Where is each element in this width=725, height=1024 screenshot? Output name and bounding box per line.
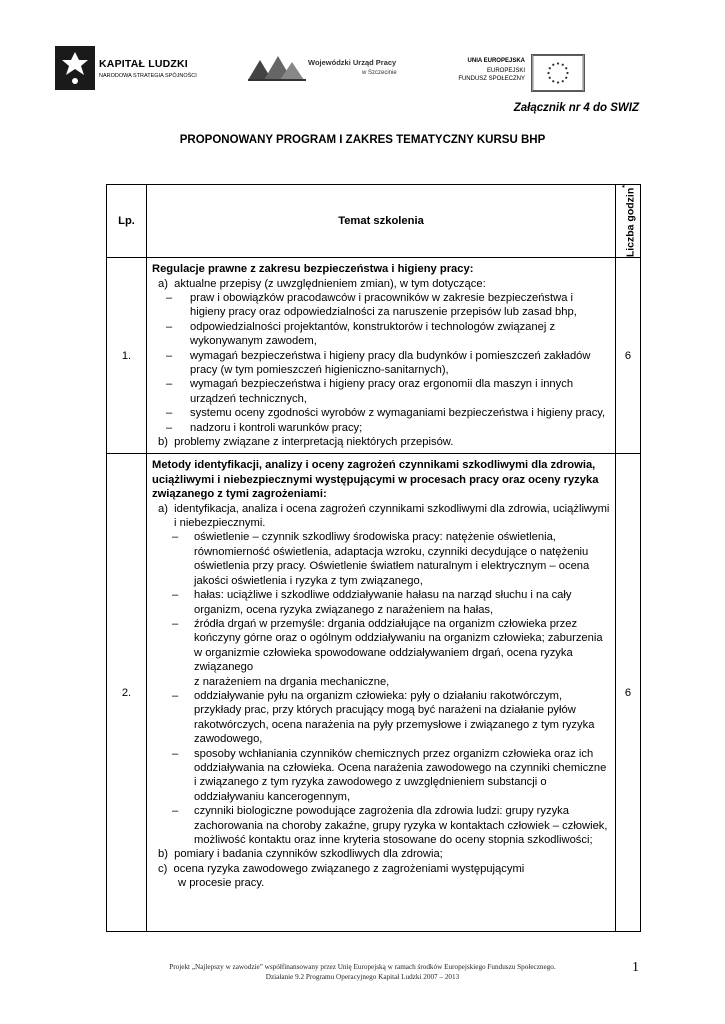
table-row <box>107 258 641 454</box>
list-item: czynniki biologiczne powodujące zagrożenia dla zdrowia ludzi: grupy ryzyka zachorowania na choroby zakaźne, grupy ryzyka w kontaktach człowiek – człowiek, możliwość kontaktu oraz inne kryteria stosowane do oceny stopnia szkodliwości; <box>194 805 608 846</box>
list-item: nadzoru i kontroli warunków pracy; <box>190 421 363 434</box>
wup-title: Wojewódzki Urząd Pracy <box>308 58 397 67</box>
dash-mark: – <box>172 531 179 544</box>
list-item: odpowiedzialności projektantów, konstruktorów i technologów związanej z wykonywanym zawodem, <box>190 320 556 348</box>
list-item: oddziaływanie pyłu na organizm człowieka: pyły o działaniu rakotwórczym, przykłady prac, przy których pracujący mogą być narażeni na działanie pyłów rakotwórczych, ocena narażenia na pyły przemysłowe i związanego z tym ryzyka zawodowego, <box>194 689 595 746</box>
footer-line1: Projekt „Najlepszy w zawodzie” współfinansowany przez Unię Europejską w ramach środków Europejskiego Funduszu Społecznego. <box>169 963 556 971</box>
dash-mark: – <box>166 320 173 333</box>
dash-mark: – <box>166 291 173 304</box>
list-item: systemu oceny zgodności wyrobów z wymaganiami bezpieczeństwa i higieny pracy, <box>190 407 606 420</box>
wup-subtitle: w Szczecinie <box>362 70 397 76</box>
table-header-row <box>107 185 641 258</box>
footer <box>0 962 725 982</box>
eu-line1: UNIA EUROPEJSKA <box>467 58 525 64</box>
row-hours: 6 <box>616 454 641 932</box>
list-item: wymagań bezpieczeństwa i higieny pracy oraz ergonomii dla maszyn i innych urządzeń technicznych, <box>190 378 574 405</box>
row-item-c-continuation: w procesie pracy. <box>178 877 265 890</box>
row-hours: 6 <box>616 258 641 454</box>
dash-mark: – <box>172 747 179 760</box>
kapital-ludzki-subtitle: NARODOWA STRATEGIA SPÓJNOŚCI <box>99 73 197 79</box>
row-topic <box>147 454 616 932</box>
kapital-ludzki-logo <box>55 46 215 92</box>
eu-line2: EUROPEJSKI <box>486 68 525 74</box>
list-item: praw i obowiązków pracodawców i pracowników w zakresie bezpieczeństwa i higieny pracy oraz odpowiedzialności za naruszenie przepisów lub zasad bhp, <box>190 291 577 319</box>
wup-logo <box>246 48 416 92</box>
kapital-ludzki-emblem-icon <box>55 46 95 90</box>
row-lp: 2. <box>107 454 147 932</box>
eu-logo <box>449 54 585 94</box>
row-item-a: a) identyfikacja, analiza i ocena zagrożeń czynnikami szkodliwymi dla zdrowia, uciążliwymi i niebezpiecznymi. <box>158 502 610 530</box>
document-title: PROPONOWANY PROGRAM I ZAKRES TEMATYCZNY KURSU BHP <box>179 134 546 146</box>
row-item-a: a) aktualne przepisy (z uwzględnieniem zmian), w tym dotyczące: <box>158 277 486 290</box>
dash-mark: – <box>172 689 179 702</box>
list-item: źródła drgań w przemyśle: drgania oddziałujące na organizm człowieka przez kończyny górne oraz o ogólnym oddziaływaniu na organizm człowieka; zaburzenia w organizmie człowieka spowodowane oddziaływaniem drgań, ocena ryzyka związanego <box>194 617 603 674</box>
dash-mark: – <box>166 349 173 362</box>
dash-mark: – <box>172 805 179 818</box>
row-item-c: c) ocena ryzyka zawodowego związanego z zagrożeniami występującymi <box>158 862 525 875</box>
row-topic <box>147 258 616 454</box>
dash-mark: – <box>166 378 173 391</box>
row-heading: Regulacje prawne z zakresu bezpieczeństwa i higieny pracy: <box>152 263 474 276</box>
list-item: wymagań bezpieczeństwa i higieny pracy dla budynków i pomieszczeń zakładów pracy (w tym pomieszczeń higieniczno-sanitarnych), <box>190 349 591 376</box>
list-item: hałas: uciążliwe i szkodliwe oddziaływanie hałasu na narząd słuchu i na cały organizm, ocena ryzyka związanego z narażeniem na hałas, <box>194 589 572 616</box>
header-logos <box>0 42 725 102</box>
col-header-hours-label: Liczba godzin <box>624 187 637 258</box>
row-lp: 1. <box>107 258 147 454</box>
row-item-b: b) pomiary i badania czynników szkodliwych dla zdrowia; <box>158 848 443 861</box>
eu-line3: FUNDUSZ SPOŁECZNY <box>458 76 525 82</box>
dash-mark: – <box>166 407 173 420</box>
dash-mark: – <box>172 617 179 630</box>
list-item: oświetlenie – czynnik szkodliwy środowiska pracy: natężenie oświetlenia, równomierność oświetlenia, adaptacja wzroku, czynniki decydujące o natężeniu oświetlenia przy pracy. Oświetlenie światłem naturalnym i elektrycznym – ocena jakości oświetlenia i ryzyka z tym związanego, <box>194 531 590 587</box>
program-table <box>106 184 641 932</box>
col-header-hours <box>616 185 641 258</box>
eu-flag-icon <box>531 54 585 92</box>
wup-emblem-icon <box>246 54 308 84</box>
footer-line2: Działanie 9.2 Programu Operacyjnego Kapitał Ludzki 2007 – 2013 <box>265 973 460 981</box>
list-item: sposoby wchłaniania czynników chemicznych przez organizm człowieka oraz ich oddziaływania na człowieka. Ocena narażenia zawodowego na czynniki chemiczne i związanego z tym ryzyka zawodowego z uwzględnieniem substancji o oddziaływaniu kancerogennym, <box>194 747 607 803</box>
table-row <box>107 454 641 932</box>
kapital-ludzki-title: KAPITAŁ LUDZKI <box>99 58 188 70</box>
dash-mark: – <box>166 421 173 434</box>
annex-label: Załącznik nr 4 do SWIZ <box>513 102 639 114</box>
page-number: 1 <box>632 960 639 975</box>
row-heading: Metody identyfikacji, analizy i oceny zagrożeń czynnikami szkodliwymi dla zdrowia, uciążliwymi i niebezpiecznymi występującymi w procesach pracy oraz oceny ryzyka związanego z tymi zagrożeniami: <box>152 459 599 501</box>
list-item-continuation: z narażeniem na drgania mechaniczne, <box>194 675 390 688</box>
dash-mark: – <box>172 589 179 602</box>
col-header-lp: Lp. <box>107 185 147 258</box>
col-header-topic: Temat szkolenia <box>147 185 616 258</box>
row-item-b: b) problemy związane z interpretacją niektórych przepisów. <box>158 436 454 449</box>
col-header-hours-mark: * <box>621 185 629 188</box>
